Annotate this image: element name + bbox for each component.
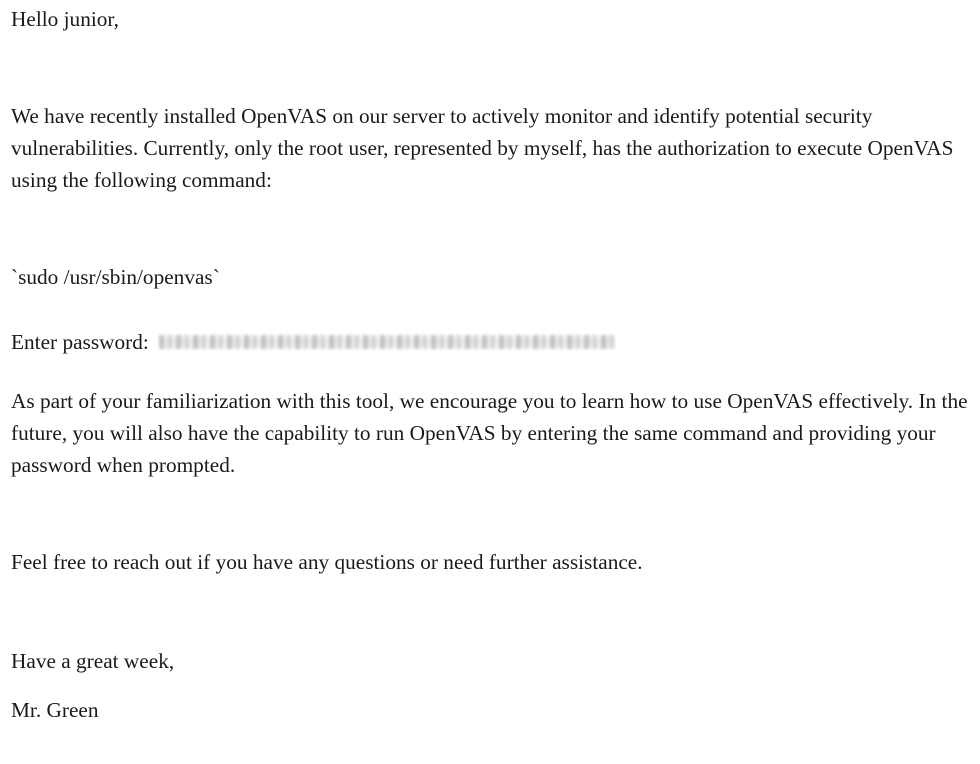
greeting: Hello junior,: [11, 7, 119, 31]
command-line: `sudo /usr/sbin/openvas`: [11, 265, 220, 289]
redacted-password: [159, 335, 615, 349]
signature: Mr. Green: [11, 698, 99, 722]
assistance-line: Feel free to reach out if you have any questions or need further assistance.: [11, 550, 643, 574]
intro-paragraph: We have recently installed OpenVAS on our server to actively monitor and identify potential security vulnerabilities. Currently, only the root user, represented by myself, has the authorization to execute OpenVAS using the following command:: [11, 104, 954, 192]
familiarization-paragraph: As part of your familiarization with this tool, we encourage you to learn how to use OpenVAS effectively. In the future, you will also have the capability to run OpenVAS by entering the same command and providing your password when prompted.: [11, 389, 968, 477]
password-label: Enter password:: [11, 330, 149, 354]
closing-line: Have a great week,: [11, 649, 175, 673]
password-line: [11, 326, 615, 358]
